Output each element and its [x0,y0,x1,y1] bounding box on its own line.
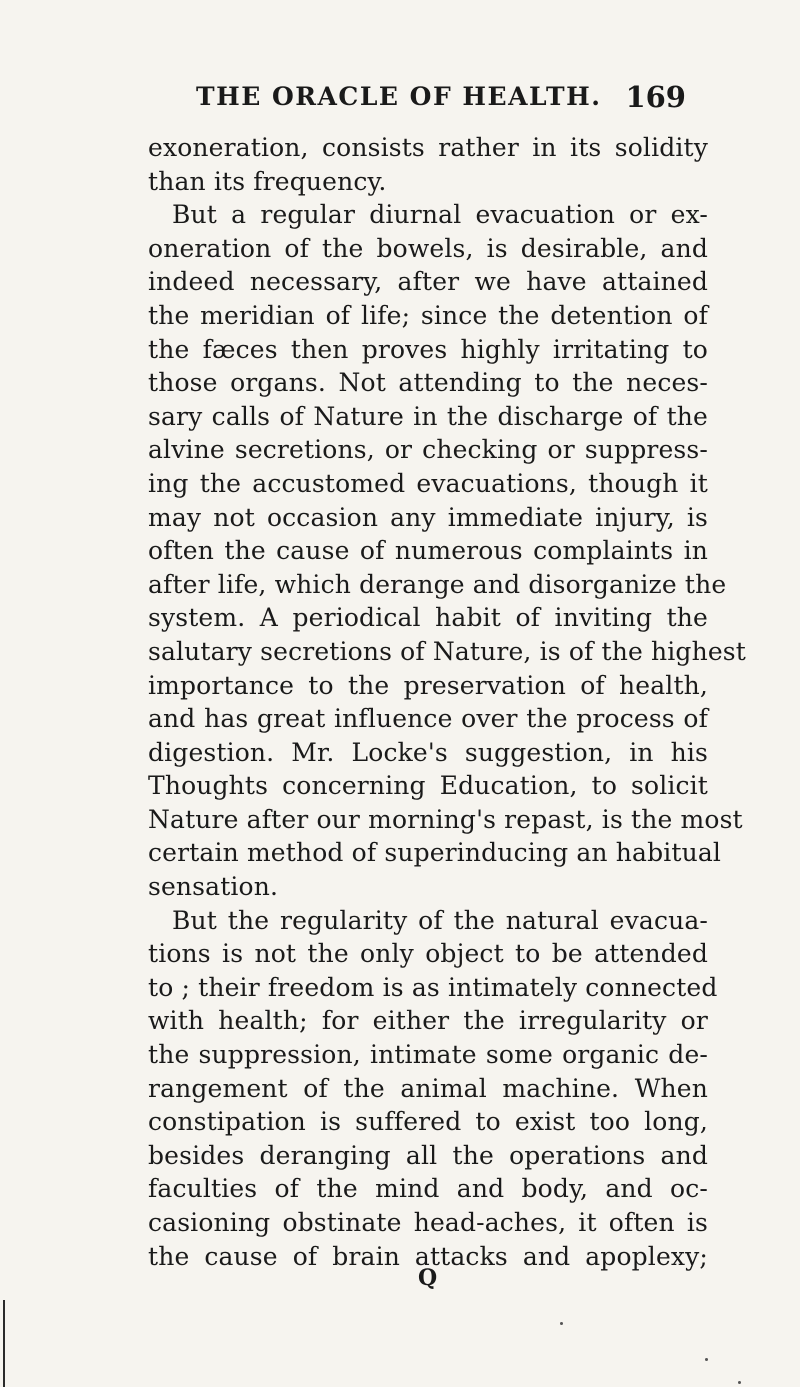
text-line: ing the accustomed evacuations, though it [148,468,708,498]
body-text [148,131,746,1273]
page-number: 169 [625,80,686,114]
text-line: certain method of superinducing an habitual [148,838,722,868]
speck [560,1322,563,1325]
text-line: But a regular diurnal evacuation or ex- [172,200,708,230]
text-line: and has great influence over the process of [148,704,708,734]
page-edge-shadow [3,1300,5,1387]
text-line: digestion. Mr. Locke's suggestion, in his [148,737,708,767]
text-line: exoneration, consists rather in its solidity [148,133,708,162]
text-line: the cause of brain attacks and apoplexy; [148,1241,708,1271]
text-line: system. A periodical habit of inviting the [148,603,708,633]
text-line: casioning obstinate head-aches, it often is [148,1208,708,1237]
text-line: But the regularity of the natural evacua- [172,905,708,935]
text-line: indeed necessary, after we have attained [148,267,708,297]
text-line: tions is not the only object to be attended [148,939,708,969]
speck [705,1358,708,1361]
text-line: oneration of the bowels, is desirable, and [148,233,708,263]
text-line: than its frequency. [148,166,387,196]
text-line: alvine secretions, or checking or suppress- [148,435,708,465]
text-line: the fæces then proves highly irritating to [148,334,708,364]
text-line: after life, which derange and disorganize the [148,569,727,599]
text-line: the meridian of life; since the detention of [148,300,708,330]
text-line: rangement of the animal machine. When [148,1073,708,1103]
text-line: with health; for either the irregularity or [148,1006,708,1036]
text-line: sary calls of Nature in the discharge of the [148,401,708,431]
text-line: sensation. [148,872,279,902]
text-line: Nature after our morning's repast, is the most [148,804,743,834]
text-line: the suppression, intimate some organic de- [148,1040,708,1070]
text-line: salutary secretions of Nature, is of the highest [148,636,746,666]
text-line: Thoughts concerning Education, to solicit [148,771,708,801]
running-head [196,82,686,118]
text-line: besides deranging all the operations and [148,1140,708,1170]
text-line: those organs. Not attending to the neces- [148,368,708,398]
running-title: THE ORACLE OF HEALTH. [196,82,602,111]
text-line: to ; their freedom is as intimately connected [148,972,718,1002]
text-line: constipation is suffered to exist too long, [148,1107,708,1137]
text-line: may not occasion any immediate injury, is [148,502,708,532]
text-line: importance to the preservation of health, [148,670,708,700]
text-line: often the cause of numerous complaints in [148,536,708,566]
text-line: faculties of the mind and body, and oc- [148,1174,708,1204]
signature-mark: Q [418,1265,438,1291]
speck [738,1381,741,1384]
